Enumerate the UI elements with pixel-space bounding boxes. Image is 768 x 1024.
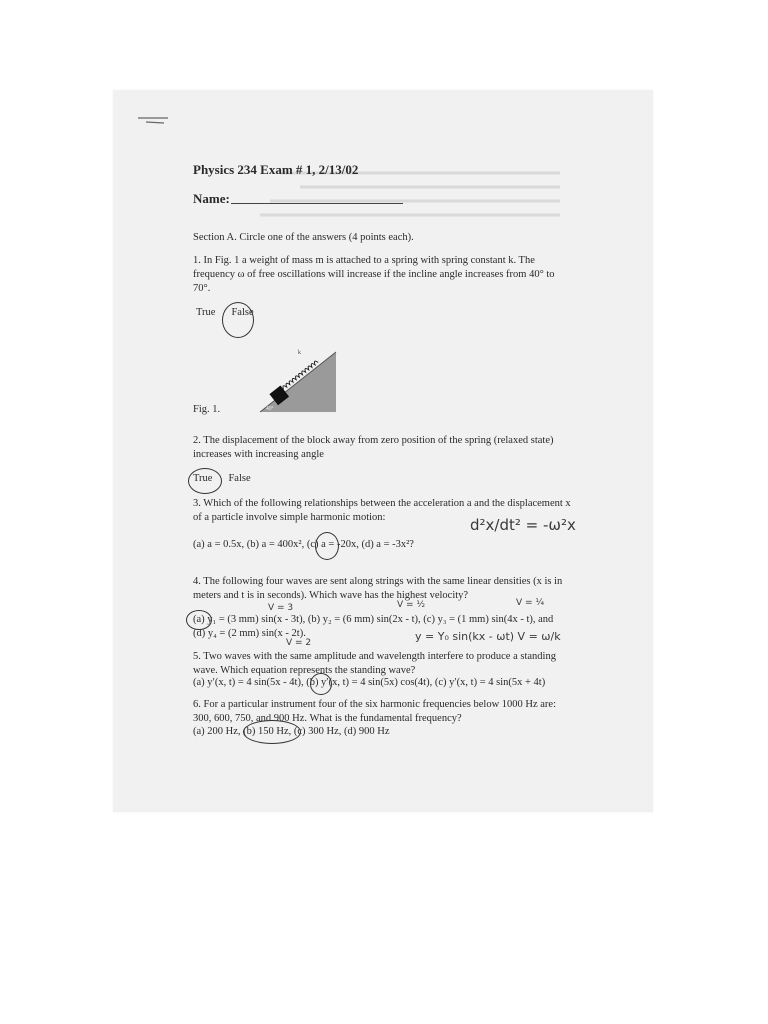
q3-handwritten-equation: d²x/dt² = -ω²x	[470, 516, 576, 534]
q4-hw-velocity-c: V = ¼	[516, 598, 545, 608]
q1-answer-circle	[222, 302, 254, 338]
question-6-options[interactable]: (a) 200 Hz, (b) 150 Hz, (c) 300 Hz, (d) 900 Hz	[193, 726, 390, 737]
question-4: 4. The following four waves are sent along strings with the same linear densities (x is in meters and t is in seconds). Which wave has the highest velocity?	[193, 576, 563, 601]
q3-answer-circle	[315, 532, 339, 560]
q4-hw-velocity-b: V = ½	[397, 600, 426, 610]
q1-true-option[interactable]: True	[196, 307, 216, 318]
q2-true-option[interactable]: True	[193, 473, 213, 484]
q4-options-line-1: (a) y₁ = (3 mm) sin(x - 3t), (b) y₂ = (6 mm) sin(2x - t), (c) y₃ = (1 mm) sin(4x - t), and	[193, 614, 554, 625]
question-5-options[interactable]: (a) y′(x, t) = 4 sin(5x - 4t), (b) y′(x, t) = 4 sin(5x) cos(4t), (c) y′(x, t) = 4 sin(5x + 4t)	[193, 677, 546, 688]
question-3-options[interactable]: (a) a = 0.5x, (b) a = 400x², (c) a = -20x, (d) a = -3x²?	[193, 539, 414, 550]
question-6: 6. For a particular instrument four of the six harmonic frequencies below 1000 Hz are: 300, 600, 750, and 900 Hz. What is the fundamental frequency?	[193, 699, 557, 724]
q4-answer-circle	[186, 610, 212, 630]
exam-title: Physics 234 Exam # 1, 2/13/02	[193, 162, 359, 177]
figure-caption: Fig. 1.	[193, 404, 221, 415]
margin-mark	[138, 112, 170, 126]
question-1: 1. In Fig. 1 a weight of mass m is attached to a spring with spring constant k. The frequency ω of free oscillations will increase if the incline angle increases from 40° to 70°.	[193, 255, 555, 294]
section-heading: Section A. Circle one of the answers (4 points each).	[193, 232, 414, 243]
q1-false-option[interactable]: False	[231, 307, 254, 318]
spring-constant-label: k	[298, 350, 301, 356]
question-5: 5. Two waves with the same amplitude and wavelength interfere to produce a standing wave. Which equation represents the standing wave?	[193, 651, 556, 676]
q4-options-line-2: (d) y₄ = (2 mm) sin(x - 2t).	[193, 628, 306, 639]
q2-false-option[interactable]: False	[228, 473, 251, 484]
q4-hw-wave-formula: y = Y₀ sin(kx - ωt) V = ω/k	[415, 630, 561, 643]
q6-answer-circle	[243, 720, 301, 744]
question-2: 2. The displacement of the block away from zero position of the spring (relaxed state) increases with increasing angle	[193, 435, 554, 460]
q2-answer-circle	[188, 468, 222, 494]
q5-answer-circle	[310, 673, 332, 695]
incline-figure	[258, 338, 338, 414]
question-3: 3. Which of the following relationships between the acceleration a and the displacement x of a particle involve simple harmonic motion:	[193, 498, 571, 523]
name-label: Name:	[193, 191, 230, 206]
q4-hw-velocity-d: V = 2	[286, 638, 312, 648]
q4-hw-velocity-a: V = 3	[268, 603, 294, 613]
angle-label: 40°	[266, 406, 274, 412]
name-field[interactable]	[231, 203, 403, 204]
